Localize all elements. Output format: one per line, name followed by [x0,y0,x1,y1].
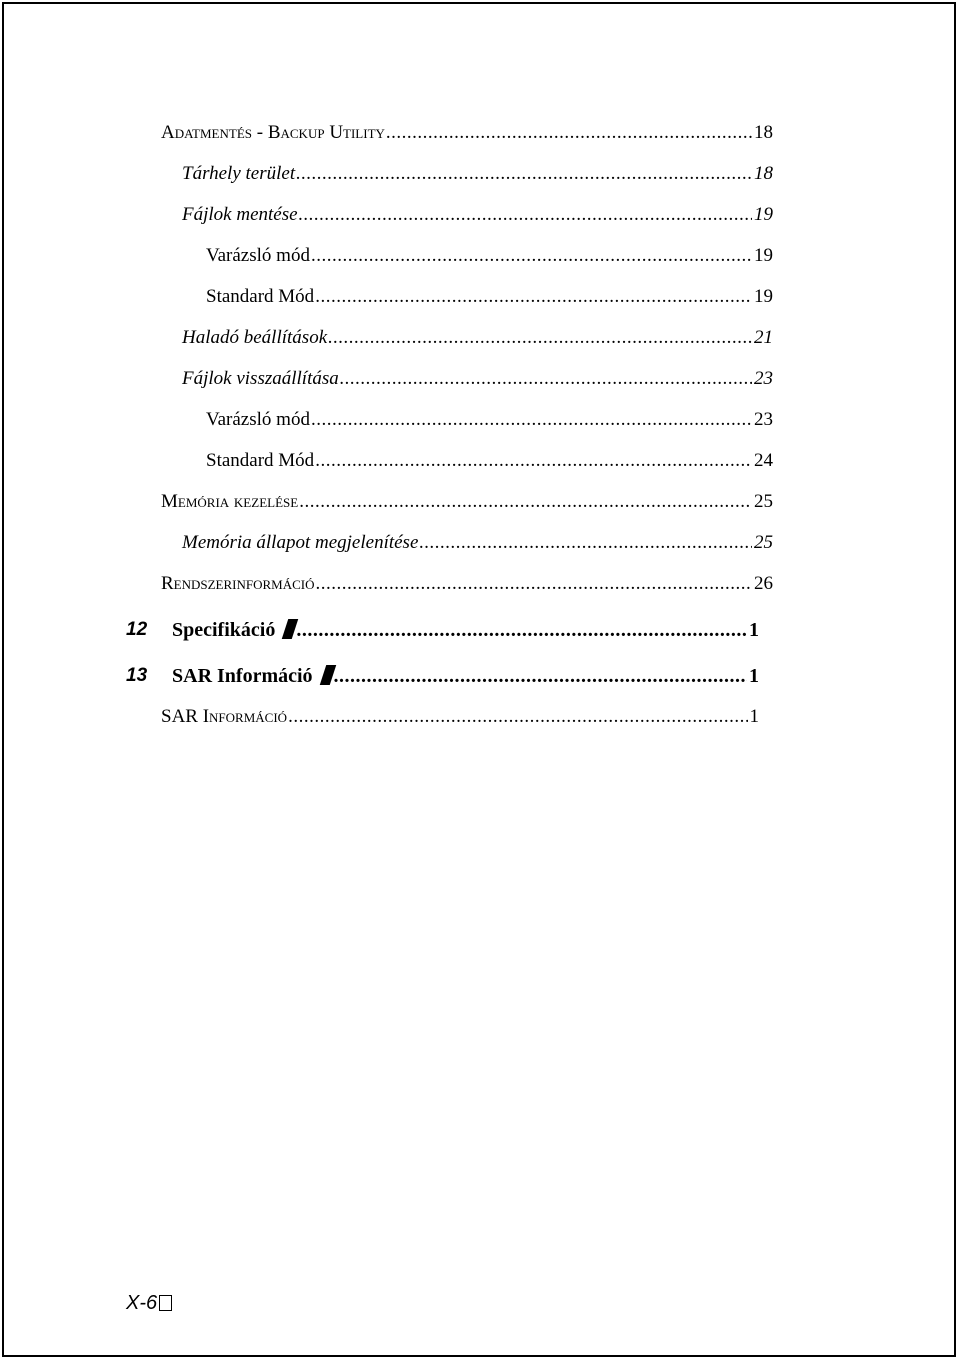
toc-entry-label: Specifikáció [172,618,295,642]
toc-chapter-specifikacio[interactable] [126,618,759,642]
toc-entry-label: Rendszerinformáció [161,573,315,594]
toc-leader-dots [311,244,752,268]
footer-page-label: X-6 [126,1292,158,1314]
toc-entry-page: 26 [754,573,773,594]
square-box-icon [159,1295,172,1311]
toc-entry-page: 25 [754,532,773,553]
toc-leader-dots [328,326,752,350]
toc-leader-dots [296,618,747,642]
toc-leader-dots [299,203,752,227]
toc-leader-dots [419,531,752,555]
toc-entry-page: 19 [754,245,773,266]
toc-entry-page: 23 [754,368,773,389]
toc-entry-fajlok-visszaallitasa[interactable] [182,367,773,391]
toc-entry-label: Adatmentés - Backup Utility [161,122,385,143]
toc-entry-page: 1 [749,706,759,727]
toc-entry-standard-mod-2[interactable] [206,449,773,473]
toc-entry-page: 23 [754,409,773,430]
toc-leader-dots [299,490,752,514]
toc-entry-label: SAR Információ [161,706,288,727]
toc-entry-page: 19 [754,204,773,225]
toc-entry-rendszerinformacio[interactable] [161,572,773,596]
toc-entry-page: 25 [754,491,773,512]
toc-leader-dots [340,367,752,391]
toc-entry-page: 18 [754,163,773,184]
toc-chapter-sar-informacio[interactable] [126,664,759,688]
toc-leader-dots [315,285,752,309]
toc-entry-varazslo-mod-2[interactable] [206,408,773,432]
toc-entry-label: SAR Információ [172,664,333,688]
toc-entry-label: Standard Mód [206,450,315,471]
toc-entry-page: 18 [754,122,773,143]
toc-entry-fajlok-mentese[interactable] [182,203,773,227]
toc-entry-label: Standard Mód [206,286,315,307]
toc-chapter-number: 12 [126,619,148,640]
toc-entry-page: 1 [749,665,759,687]
toc-entry-label: Haladó beállítások [182,327,328,348]
page-footer [126,1291,172,1315]
toc-leader-dots [296,162,752,186]
toc-leader-dots [334,664,747,688]
toc-entry-varazslo-mod[interactable] [206,244,773,268]
toc-leader-dots [316,572,752,596]
toc-entry-tarhely-terulet[interactable] [182,162,773,186]
toc-entry-page: 24 [754,450,773,471]
toc-leader-dots [315,449,752,473]
toc-entry-halado-beallitasok[interactable] [182,326,773,350]
toc-entry-label: Memória kezelése [161,491,299,512]
toc-entry-label: Tárhely terület [182,163,296,184]
toc-entry-backup-utility[interactable] [161,121,773,145]
toc-entry-label: Fájlok visszaállítása [182,368,339,389]
toc-leader-dots [288,705,747,729]
toc-entry-label: Fájlok mentése [182,204,298,225]
toc-leader-dots [311,408,752,432]
toc-leader-dots [386,121,752,145]
toc-entry-label: Varázsló mód [206,409,310,430]
toc-entry-memoria-allapot[interactable] [182,531,773,555]
toc-entry-page: 19 [754,286,773,307]
toc-entry-page: 1 [749,619,759,641]
toc-entry-label: Memória állapot megjelenítése [182,532,419,553]
toc-chapter-number: 13 [126,665,148,686]
toc-entry-standard-mod[interactable] [206,285,773,309]
toc-entry-sar-informacio[interactable] [161,705,759,729]
toc-entry-label: Varázsló mód [206,245,310,266]
toc-entry-memoria-kezelese[interactable] [161,490,773,514]
toc-entry-page: 21 [754,327,773,348]
